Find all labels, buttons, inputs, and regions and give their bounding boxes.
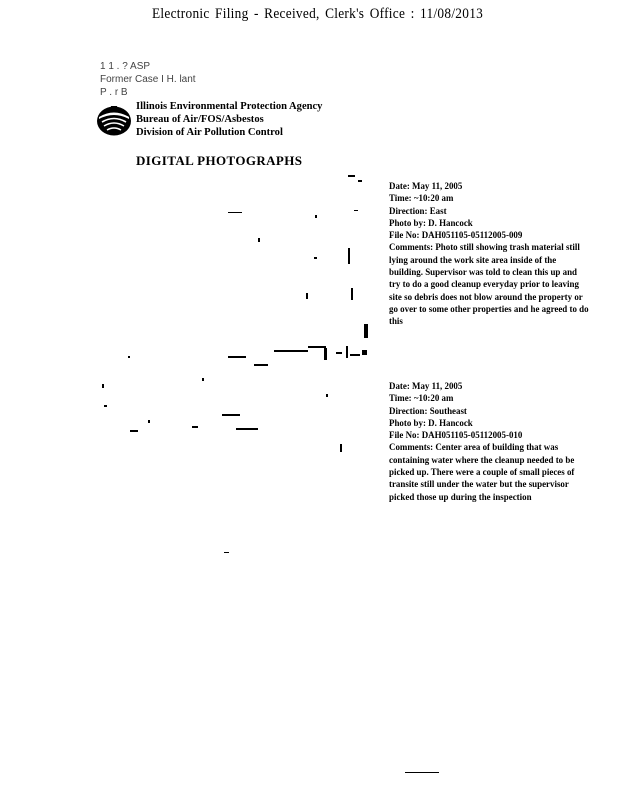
photo-2-comments: Comments: Center area of building that was containing water where the cleanup needed to be picked up. There were a couple of small pieces of transite still under the water but the supervisor picked those up during the inspection [389, 442, 575, 503]
case-code: 1 1 . ? ASP [100, 61, 151, 72]
photo-1-photographer: Photo by: D. Hancock [389, 217, 473, 229]
photo-2-direction: Direction: Southeast [389, 405, 467, 417]
agency-name: Illinois Environmental Protection Agency [136, 100, 323, 112]
efiling-stamp-header: Electronic Filing - Received, Clerk's Office : 11/08/2013 [152, 6, 484, 22]
photo-1-direction: Direction: East [389, 205, 447, 217]
photo-2-image [96, 378, 376, 588]
photo-1-comments: Comments: Photo still showing trash material still lying around the work site area inside of the building. Supervisor was told to clean this up and try to do a good cleanup everyday prior to leaving site so debris does not blow around the property or go over to some other properties and he agreed to do this [389, 242, 589, 328]
iepa-logo-icon [96, 104, 132, 136]
page-number: P . r B [100, 87, 128, 98]
agency-bureau: Bureau of Air/FOS/Asbestos [136, 113, 264, 125]
photo-2-photographer: Photo by: D. Hancock [389, 417, 473, 429]
footer-divider [405, 772, 439, 773]
photo-1-image [96, 168, 376, 376]
photo-2-caption [389, 381, 590, 504]
agency-division: Division of Air Pollution Control [136, 126, 283, 138]
facility-name: Former Case I H. lant [100, 74, 196, 85]
photo-1-file-no: File No: DAH051105-05112005-009 [389, 230, 523, 242]
photo-1-caption [389, 181, 590, 329]
photo-2-file-no: File No: DAH051105-05112005-010 [389, 430, 523, 442]
photo-1-date: Date: May 11, 2005 [389, 181, 463, 192]
section-title: DIGITAL PHOTOGRAPHS [136, 153, 303, 168]
photo-2-date: Date: May 11, 2005 [389, 381, 463, 392]
photo-2-time: Time: ~10:20 am [389, 393, 454, 405]
photo-1-time: Time: ~10:20 am [389, 193, 454, 205]
